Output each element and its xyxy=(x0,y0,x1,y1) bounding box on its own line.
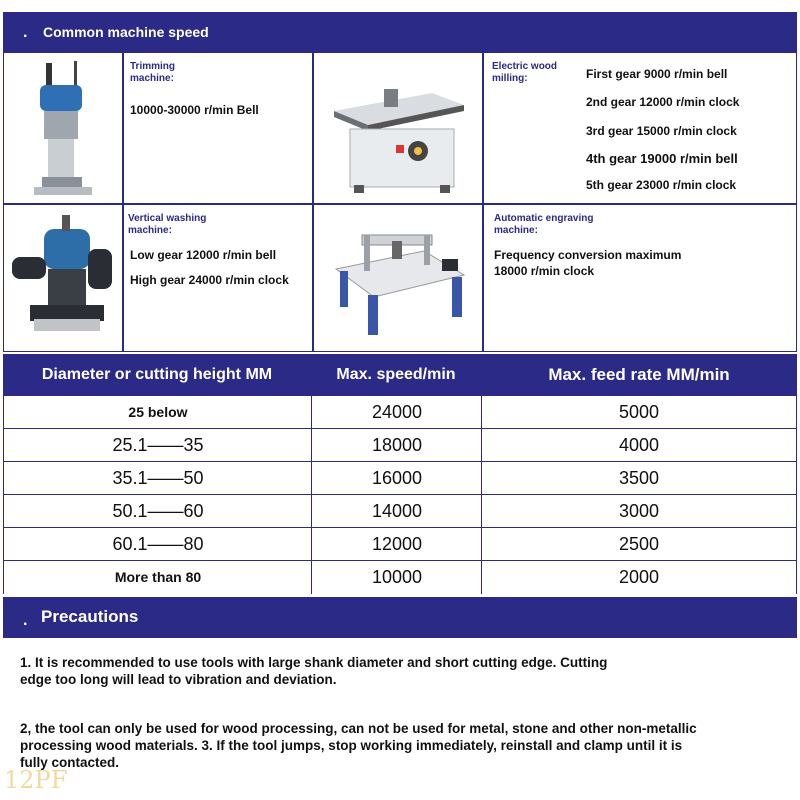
precaution-item: 2, the tool can only be used for wood processing, can not be used for metal, stone and other non-metallic processing wood materials. 3. If the tool jumps, stop working immediately, reinstall and clamp until it is fully contacted. xyxy=(20,721,697,770)
machine-image-cell xyxy=(313,52,483,204)
table-cell: 4000 xyxy=(481,429,797,462)
section-title: Precautions xyxy=(41,607,139,626)
table-cell: 50.1——60 xyxy=(3,495,312,528)
table-cell: More than 80 xyxy=(3,561,312,594)
machine-speed-line: 10000-30000 r/min Bell xyxy=(130,103,259,117)
machine-name: Vertical washing machine: xyxy=(128,213,207,236)
table-cell: 5000 xyxy=(481,396,797,429)
machine-speed-line: High gear 24000 r/min clock xyxy=(130,273,289,287)
table-cell: 3000 xyxy=(481,495,797,528)
table-row xyxy=(3,528,797,561)
table-row xyxy=(3,396,797,429)
machine-image-cell xyxy=(313,204,483,352)
column-header: Diameter or cutting height MM xyxy=(41,366,273,383)
table-cell: 35.1——50 xyxy=(3,462,312,495)
wood-milling-machine-image xyxy=(314,53,484,205)
machine-speed-line: First gear 9000 r/min bell xyxy=(586,67,728,81)
table-cell: 2500 xyxy=(481,528,797,561)
machine-speed-line: Frequency conversion maximum 18000 r/min clock xyxy=(494,248,682,278)
table-row xyxy=(3,462,797,495)
machine-speed-line: 4th gear 19000 r/min bell xyxy=(586,151,738,166)
cnc-engraving-machine-image xyxy=(314,205,484,353)
table-header xyxy=(3,354,797,396)
bullet: . xyxy=(23,24,28,41)
table-row xyxy=(3,561,797,598)
machine-speed-line: 5th gear 23000 r/min clock xyxy=(586,178,737,192)
table-cell: 16000 xyxy=(311,462,482,495)
bullet: . xyxy=(23,612,28,629)
machine-info-trimming xyxy=(123,52,313,204)
machine-speed-line: 3rd gear 15000 r/min clock xyxy=(586,124,737,138)
table-cell: 25 below xyxy=(3,396,312,429)
machine-info-vertical xyxy=(123,204,313,352)
precaution-item: 1. It is recommended to use tools with large shank diameter and short cutting edge. Cutting edge too long will lead to vibration and deviation. xyxy=(20,655,608,687)
machine-info-milling xyxy=(483,52,797,204)
trimming-machine-image xyxy=(4,53,124,205)
column-header: Max. speed/min xyxy=(336,366,456,383)
table-row xyxy=(3,495,797,528)
table-cell: 2000 xyxy=(481,561,797,594)
machine-name: Trimming machine: xyxy=(130,61,176,84)
table-cell: 3500 xyxy=(481,462,797,495)
table-cell: 24000 xyxy=(311,396,482,429)
machine-image-cell xyxy=(3,204,123,352)
table-cell: 25.1——35 xyxy=(3,429,312,462)
machines-grid xyxy=(3,52,797,352)
machine-speed-line: 2nd gear 12000 r/min clock xyxy=(586,95,740,109)
table-cell: 10000 xyxy=(311,561,482,594)
table-cell: 60.1——80 xyxy=(3,528,312,561)
machine-info-engraving xyxy=(483,204,797,352)
machine-name: Automatic engraving machine: xyxy=(494,213,594,236)
watermark: 12PF xyxy=(4,766,68,794)
column-header: Max. feed rate MM/min xyxy=(548,365,730,384)
section-header-common-speed xyxy=(3,12,797,52)
machine-speed-line: Low gear 12000 r/min bell xyxy=(130,248,277,262)
section-header-precautions xyxy=(3,598,797,638)
table-cell: 18000 xyxy=(311,429,482,462)
table-row xyxy=(3,429,797,462)
vertical-router-image xyxy=(4,205,124,353)
machine-image-cell xyxy=(3,52,123,204)
machine-name: Electric wood milling: xyxy=(492,61,558,84)
table-cell: 12000 xyxy=(311,528,482,561)
table-cell: 14000 xyxy=(311,495,482,528)
section-title: Common machine speed xyxy=(43,24,209,40)
